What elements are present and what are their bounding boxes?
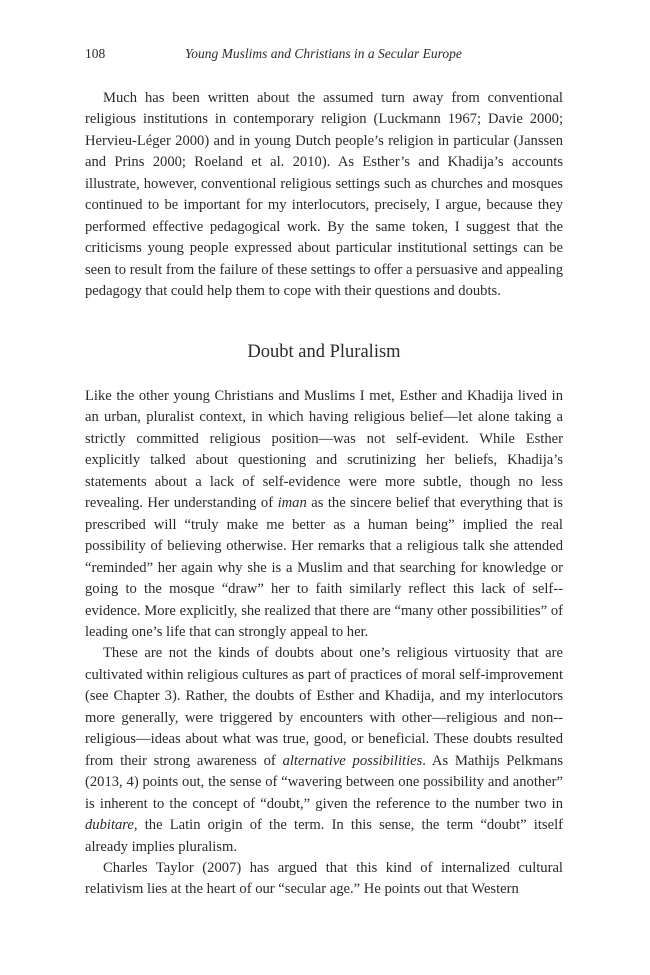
running-header — [85, 46, 563, 64]
text-run: Much has been written about the assumed turn away from conventional religious institutions in contemporary religion (Luckmann 1967; Davie 2000; Hervieu-Léger 2000) and in young Dutch people’s religion in particular (Janssen and Prins 2000; Roeland et al. 2010). As Esther’s and Khadija’s accounts illustrate, however, conventional religious settings such as churches and mosques continued to be important for my interlocutors, precisely, I argue, because they performed effective pedagogical work. By the same token, I suggest that the criticisms young people expressed about particular institutional settings can be seen to result from the failure of these settings to offer a persuasive and appealing pedagogy that could help them to cope with their questions and doubts. — [85, 90, 563, 300]
italic-term: dubitare — [85, 817, 134, 834]
text-run: Charles Taylor (2007) has argued that this kind of internalized cultural relativism lies at the heart of our “secular age.” He points out that Western — [85, 859, 563, 898]
italic-term: iman — [277, 495, 307, 512]
paragraph-1 — [85, 386, 563, 643]
page-number: 108 — [85, 46, 106, 61]
paragraph-2 — [85, 643, 563, 858]
doubt-and-pluralism-section — [85, 386, 563, 901]
running-book-title: Young Muslims and Christians in a Secular Europe — [185, 46, 462, 61]
paragraph-3 — [85, 858, 563, 901]
text-run: Like the other young Christians and Muslims I met, Esther and Khadija lived in an urban, pluralist context, in which having religious belief—let alone taking a strictly committed religious position—was not self-evident. While Esther explicitly talked about questioning and scrutinizing her beliefs, Khadija’s statements about a lack of self-evidence were more subtle, though no less revealing. Her understanding of — [85, 388, 563, 512]
text-run: , the Latin origin of the term. In this sense, the term “doubt” itself already implies pluralism. — [85, 817, 563, 855]
intro-paragraph — [85, 88, 563, 303]
text-run: as the sincere belief that everything that is prescribed will “truly make me better as a human being” implied the real possibility of believing otherwise. Her remarks that a religious talk she attended “reminded” her again why she is a Muslim and that searching for knowledge or going to the mosque “draw” her to faith similarly reflect this lack of self-evidence. More explicitly, she realized that there are “many other possibilities” of leading one’s life that can strongly appeal to her. — [85, 495, 563, 640]
intro-section — [85, 88, 563, 303]
section-heading: Doubt and Pluralism — [247, 342, 401, 362]
text-run: These are not the kinds of doubts about one’s religious virtuosity that are cultivated within religious cultures as part of practices of moral self-improvement (see Chapter 3). Rather, the doubts of Esther and Khadija, and my interlocutors more generally, were triggered by encounters with other—religious and non-religious—ideas about what was true, good, or beneficial. These doubts resulted from their strong awareness of — [85, 645, 563, 769]
italic-term: alternative possibilities — [282, 752, 423, 769]
text-run: . As Mathijs Pelkmans (2013, 4) points out, the sense of “wavering between one possibility and another” is inherent to the concept of “doubt,” given the reference to the number two in — [85, 752, 564, 812]
